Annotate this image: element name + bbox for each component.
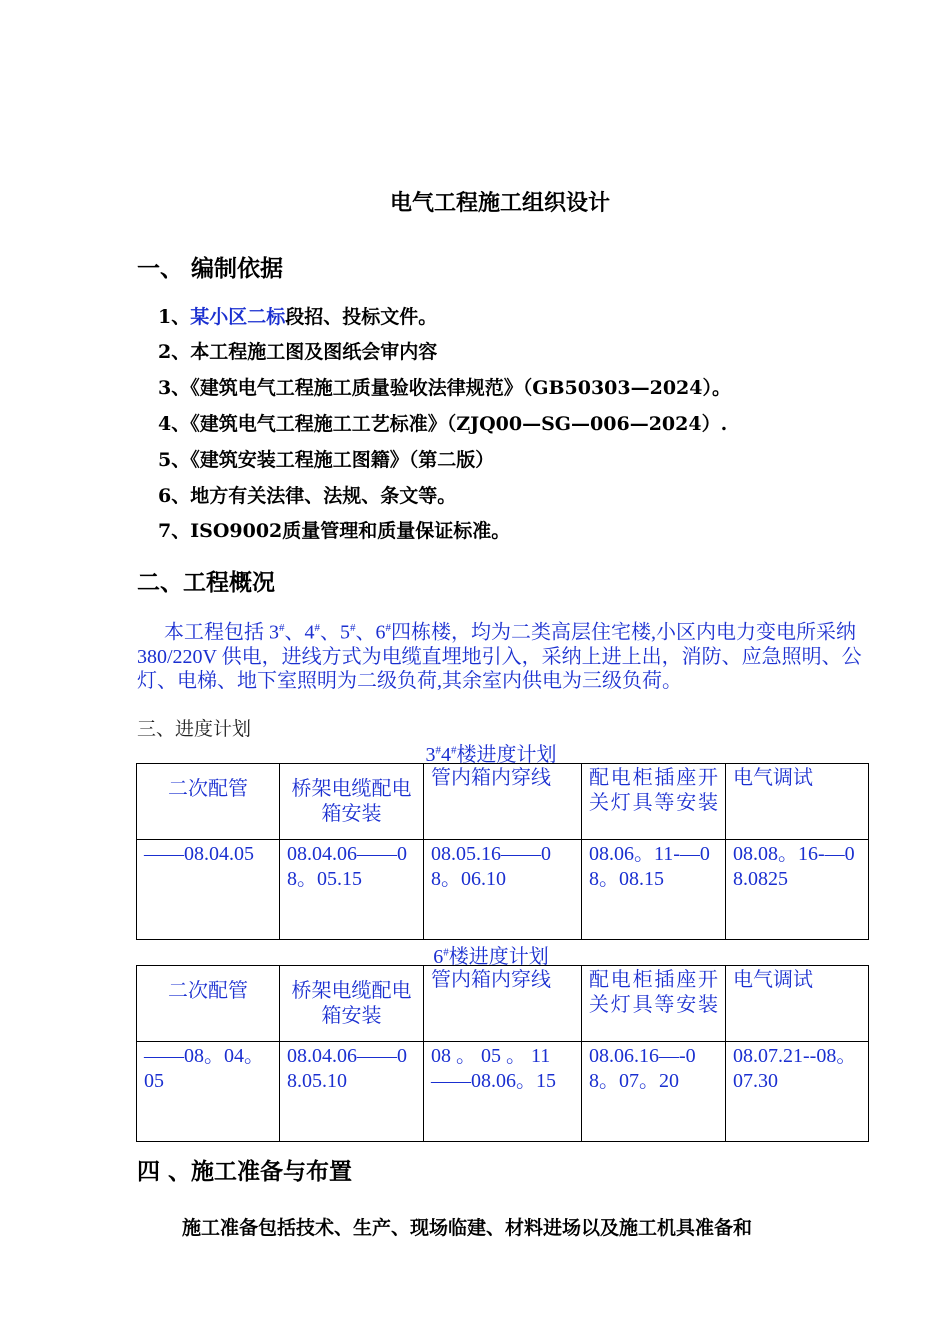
table-cell: 08.05.16——08。06.10: [424, 840, 582, 940]
list-item: [158, 516, 510, 543]
table-row: [137, 840, 869, 940]
header-cell: 管内箱内穿线: [424, 764, 582, 840]
list-item: [158, 302, 437, 329]
table-1-caption: 3#4#楼进度计划: [425, 744, 557, 766]
project-name-highlight: 某小区二标: [190, 306, 286, 328]
section-3-heading: 三、进度计划: [137, 719, 252, 740]
table-cell: 08.08。16-—08.0825: [726, 840, 869, 940]
section-1-heading: 一、 编制依据: [137, 255, 284, 282]
header-cell: 桥架电缆配电箱安装: [280, 764, 424, 840]
item-text: 段招、投标文件。: [285, 306, 438, 328]
item-number: 1、: [158, 306, 191, 328]
table-cell: 08.04.06——08。05.15: [280, 840, 424, 940]
section-4-heading: 四 、施工准备与布置: [137, 1158, 353, 1185]
preparation-paragraph: 施工准备包括技术、生产、现场临建、材料进场以及施工机具准备和: [182, 1217, 753, 1239]
schedule-table-2: [136, 965, 869, 1142]
header-cell: 配电柜插座开关灯具等安装: [582, 764, 726, 840]
item-number: 6、: [158, 485, 191, 507]
header-cell: 电气调试: [726, 966, 869, 1042]
item-number: 7、: [158, 520, 191, 542]
item-text: 本工程施工图及图纸会审内容: [190, 341, 438, 363]
overview-paragraph: 本工程包括 3#、4#、5#、6#四栋楼，均为二类高层住宅楼,小区内电力变电所采纳 380/220V 供电，进线方式为电缆直埋地引入，采纳上进上出，消防、应急照明、公灯、电梯、地下室照明为二级负荷,其余室内供电为三级负荷。: [137, 621, 862, 692]
item-text: 《建筑电气工程施工质量验收法律规范》（GB50303—2024）。: [190, 377, 732, 399]
item-text: 《建筑安装工程施工图籍》（第二版）: [190, 449, 495, 471]
header-cell: 电气调试: [726, 764, 869, 840]
item-text: 地方有关法律、法规、条文等。: [190, 485, 457, 507]
item-number: 5、: [158, 449, 191, 471]
item-number: 2、: [158, 341, 191, 363]
header-cell: 二次配管: [137, 764, 280, 840]
item-text: ISO9002质量管理和质量保证标准。: [190, 520, 511, 542]
header-cell: 配电柜插座开关灯具等安装: [582, 966, 726, 1042]
item-text: 《建筑电气工程施工工艺标准》（ZJQ00—SG—006—2024）.: [190, 413, 728, 435]
header-cell: 桥架电缆配电箱安装: [280, 966, 424, 1042]
table-cell: 08 。 05 。 11——08.06。15: [424, 1042, 582, 1142]
page-title: 电气工程施工组织设计: [389, 190, 610, 216]
table-cell: 08.06。11-—08。08.15: [582, 840, 726, 940]
table-cell: 08.04.06——08.05.10: [280, 1042, 424, 1142]
header-cell: 管内箱内穿线: [424, 966, 582, 1042]
list-item: [158, 373, 731, 400]
list-item: [158, 481, 456, 508]
table-2-caption: 6#楼进度计划: [433, 946, 549, 968]
list-item: [158, 445, 494, 472]
table-cell: 08.06.16—-08。07。20: [582, 1042, 726, 1142]
table-header-row: [137, 966, 869, 1042]
list-item: [158, 337, 437, 364]
schedule-table-1: [136, 763, 869, 940]
table-row: [137, 1042, 869, 1142]
table-cell: ——08.04.05: [137, 840, 280, 940]
table-header-row: [137, 764, 869, 840]
item-number: 3、: [158, 377, 191, 399]
section-2-heading: 二、工程概况: [137, 569, 275, 596]
table-cell: 08.07.21--08。07.30: [726, 1042, 869, 1142]
table-cell: ——08。04。05: [137, 1042, 280, 1142]
header-cell: 二次配管: [137, 966, 280, 1042]
list-item: [158, 409, 727, 436]
item-number: 4、: [158, 413, 191, 435]
